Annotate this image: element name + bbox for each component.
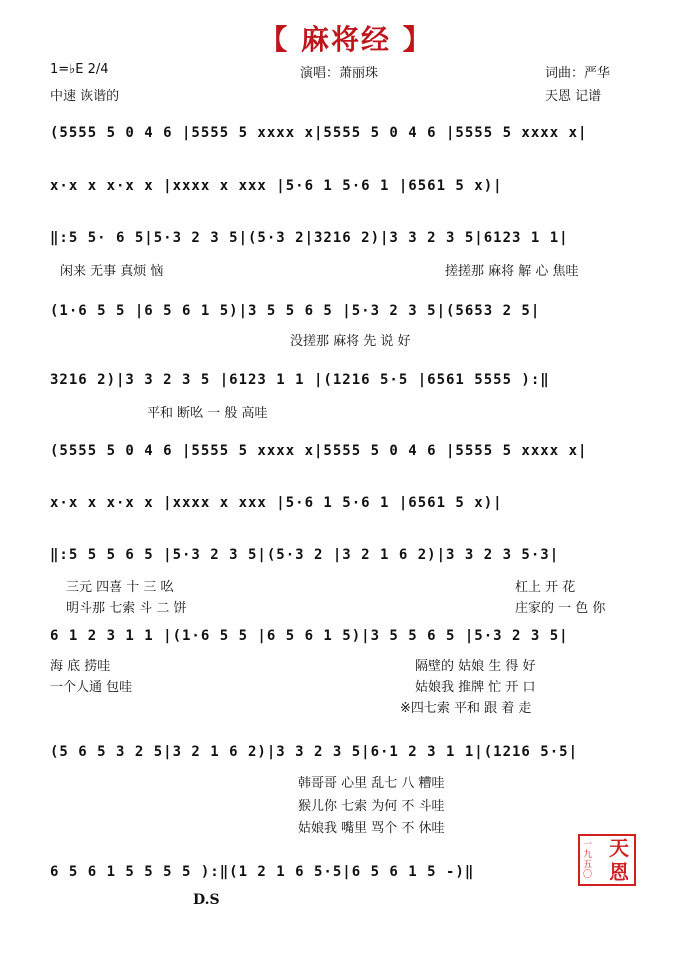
lyric-line: ※四七索 平和 跟 着 走	[400, 701, 532, 716]
score-row-9: 6 1 2 3 1 1 |(1·6 5 5 |6 5 6 1 5)|3 5 5 6 5 |5·3 2 3 5|	[50, 628, 569, 644]
lyric-line: 杠上 开 花	[515, 580, 576, 595]
tempo-marking: 中速 诙谐的	[50, 89, 120, 104]
score-row-1: (5555 5 0 4 6 |5555 5 xxxx x|5555 5 0 4 6 |5555 5 xxxx x|	[50, 125, 588, 141]
song-title: 【 麻将经 】	[259, 23, 433, 56]
singer-credit: 演唱：萧丽珠	[300, 66, 379, 81]
seal-side-text: 一九五〇	[583, 840, 593, 880]
score-row-8: ‖:5 5 5 6 5 |5·3 2 3 5|(5·3 2 |3 2 1 6 2)|3 3 2 3 5·3|	[50, 547, 560, 563]
lyric-line: 三元 四喜 十 三 吆	[66, 580, 174, 595]
score-row-10: (5 6 5 3 2 5|3 2 1 6 2)|3 3 2 3 5|6·1 2 3 1 1|(1216 5·5|	[50, 744, 579, 760]
score-row-6: (5555 5 0 4 6 |5555 5 xxxx x|5555 5 0 4 6 |5555 5 xxxx x|	[50, 443, 588, 459]
lyric-line: 猴儿你 七索 为何 不 斗哇	[298, 799, 445, 814]
score-row-7: x·x x x·x x |xxxx x xxx |5·6 1 5·6 1 |6561 5 x)|	[50, 495, 503, 511]
lyric-line: 姑娘我 推牌 忙 开 口	[415, 680, 536, 695]
lyric-line: 明斗那 七索 斗 二 饼	[66, 601, 187, 616]
lyric-line: 姑娘我 嘴里 骂个 不 休哇	[298, 821, 445, 836]
lyric-line: 一个人通 包哇	[50, 680, 133, 695]
seal-main-text: 天恩	[609, 836, 629, 884]
score-row-4: (1·6 5 5 |6 5 6 1 5)|3 5 5 6 5 |5·3 2 3 5|(5653 2 5|	[50, 303, 541, 319]
lyric-line: 隔壁的 姑娘 生 得 好	[415, 659, 536, 674]
lyric-line: 搓搓那 麻将 解 心 焦哇	[445, 264, 579, 279]
key-signature: 1=♭E 2/4	[50, 62, 109, 77]
lyric-line: 庄家的 一 色 你	[515, 601, 606, 616]
score-row-5: 3216 2)|3 3 2 3 5 |6123 1 1 |(1216 5·5 |6561 5555 ):‖	[50, 372, 550, 388]
lyric-line: 韩哥哥 心里 乱七 八 糟哇	[298, 776, 445, 791]
lyric-line: 平和 断吆 一 般 高哇	[147, 406, 268, 421]
lyricist-credit: 词曲：严华	[545, 66, 611, 81]
score-row-11: 6 5 6 1 5 5 5 5 ):‖(1 2 1 6 5·5|6 5 6 1 5 -)‖	[50, 864, 475, 880]
score-row-3: ‖:5 5· 6 5|5·3 2 3 5|(5·3 2|3216 2)|3 3 2 3 5|6123 1 1|	[50, 230, 569, 246]
dal-segno-marking: D.S	[193, 892, 220, 908]
score-row-2: x·x x x·x x |xxxx x xxx |5·6 1 5·6 1 |6561 5 x)|	[50, 178, 503, 194]
transcriber-credit: 天恩 记谱	[545, 89, 602, 104]
lyric-line: 海 底 捞哇	[50, 659, 111, 674]
lyric-line: 没搓那 麻将 先 说 好	[290, 334, 411, 349]
lyric-line: 闲来 无事 真烦 恼	[60, 264, 164, 279]
seal-stamp	[578, 834, 636, 886]
